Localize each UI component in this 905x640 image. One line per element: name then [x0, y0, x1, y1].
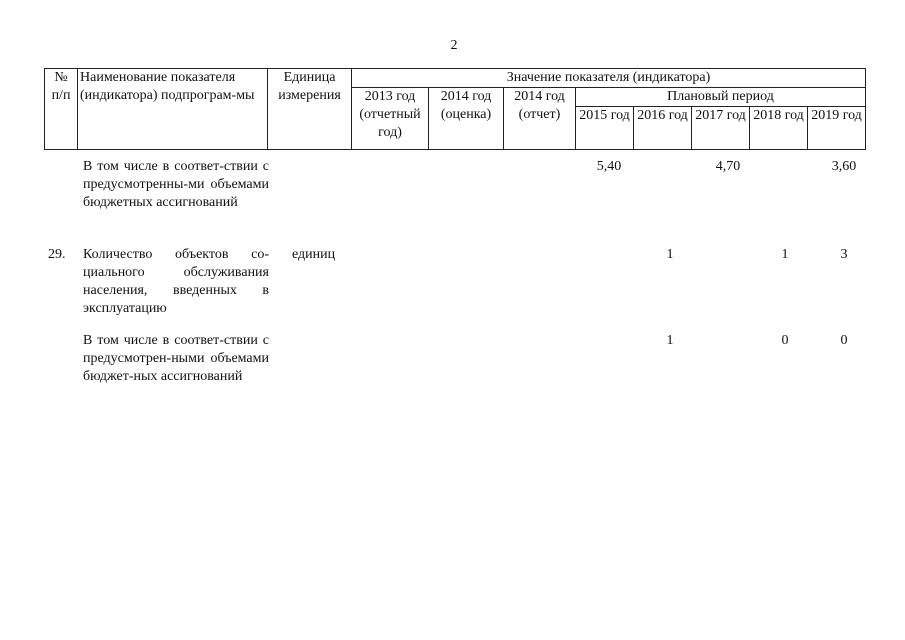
header-unit: Единица измерения — [268, 69, 352, 150]
header-plan-2019: 2019 год — [808, 107, 866, 150]
row-number: 29. — [48, 247, 66, 262]
row-unit: единиц — [292, 247, 336, 262]
value-2018: 1 — [781, 247, 789, 262]
header-2014-estimate: 2014 год (оценка) — [429, 88, 504, 150]
value-2019: 0 — [840, 333, 848, 348]
row-indicator-name: В том числе в соответ-ствии с предусмотрен-ными объемами бюджет-ных ассигнований — [83, 333, 269, 384]
value-2017: 4,70 — [715, 159, 741, 174]
value-2019: 3 — [840, 247, 848, 262]
header-num: № п/п — [45, 69, 78, 150]
value-2015: 5,40 — [596, 159, 622, 174]
row-indicator-name: В том числе в соответ-ствии с предусмотренны-ми объемами бюджетных ассигнований — [83, 159, 269, 210]
value-2018: 0 — [781, 333, 789, 348]
header-2014-report: 2014 год (отчет) — [504, 88, 576, 150]
header-plan-2016: 2016 год — [634, 107, 692, 150]
header-plan-2018: 2018 год — [750, 107, 808, 150]
row-indicator-name: Количество объектов со-циального обслуживания населения, введенных в эксплуатацию — [83, 247, 269, 316]
value-2019: 3,60 — [831, 159, 857, 174]
indicator-table-header — [44, 68, 866, 150]
header-plan-2017: 2017 год — [692, 107, 750, 150]
header-name: Наименование показателя (индикатора) подпрограм-мы — [78, 69, 268, 150]
page-number: 2 — [450, 38, 458, 53]
header-value-group: Значение показателя (индикатора) — [352, 69, 866, 88]
header-plan-group: Плановый период — [576, 88, 866, 107]
value-2016: 1 — [666, 247, 674, 262]
value-2016: 1 — [666, 333, 674, 348]
header-2013: 2013 год (отчетный год) — [352, 88, 429, 150]
header-plan-2015: 2015 год — [576, 107, 634, 150]
